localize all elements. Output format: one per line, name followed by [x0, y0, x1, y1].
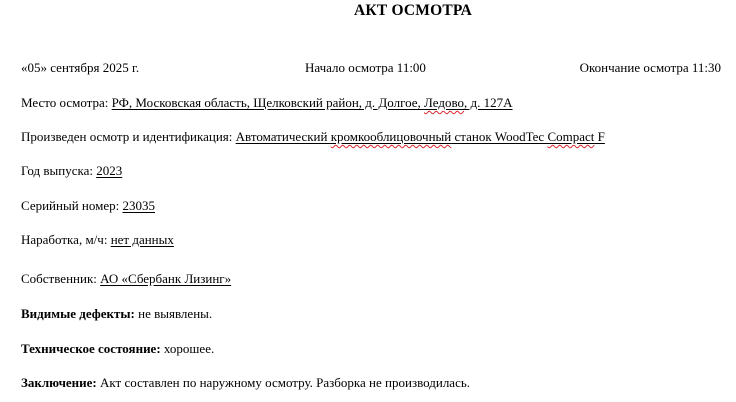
hours-value: нет данных — [110, 232, 174, 247]
owner-line — [21, 271, 231, 287]
inspection-date: «05» сентября 2025 г. — [21, 60, 140, 75]
conclusion-line — [21, 375, 470, 391]
identification-value-part: Автоматический — [235, 129, 331, 144]
conclusion-label: Заключение: — [21, 375, 97, 390]
identification-label: Произведен осмотр и идентификация: — [21, 129, 233, 144]
identification-line — [21, 129, 605, 145]
hours-label: Наработка, м/ч: — [21, 232, 108, 247]
inspection-end-time: Окончание осмотра 11:30 — [579, 60, 721, 75]
identification-value-part: станок WoodTec — [451, 129, 548, 144]
identification-value-misspelled: кромкооблицовочный — [330, 129, 452, 144]
owner-value: АО «Сбербанк Лизинг» — [100, 271, 232, 286]
identification-value-part: F — [594, 129, 605, 144]
year-label: Год выпуска: — [21, 163, 93, 178]
conclusion-value: Акт составлен по наружному осмотру. Разборка не производилась. — [100, 375, 471, 390]
owner-label: Собственник: — [21, 271, 97, 286]
year-value: 2023 — [96, 163, 123, 178]
location-value — [112, 95, 513, 110]
serial-value: 23035 — [122, 198, 155, 213]
location-value-part: РФ, Московская область, Щелковский район, д. Долгое, — [111, 95, 425, 110]
location-value-part: , д. 127А — [464, 95, 513, 110]
condition-line — [21, 341, 214, 357]
defects-value: не выявлены. — [138, 306, 213, 321]
inspection-start-time: Начало осмотра 11:00 — [305, 60, 426, 75]
document-title: АКТ ОСМОТРА — [354, 2, 472, 19]
location-value-misspelled: Ледово — [424, 95, 465, 110]
hours-line — [21, 232, 174, 248]
condition-value: хорошее. — [163, 341, 215, 356]
defects-line — [21, 306, 212, 322]
serial-line — [21, 198, 155, 214]
location-label: Место осмотра: — [21, 95, 109, 110]
year-line — [21, 163, 122, 179]
date-time-row — [21, 60, 721, 78]
location-line — [21, 95, 513, 111]
condition-label: Техническое состояние: — [21, 341, 161, 356]
identification-value — [236, 129, 605, 144]
serial-label: Серийный номер: — [21, 198, 120, 213]
identification-value-misspelled: Compact — [547, 129, 595, 144]
defects-label: Видимые дефекты: — [21, 306, 135, 321]
